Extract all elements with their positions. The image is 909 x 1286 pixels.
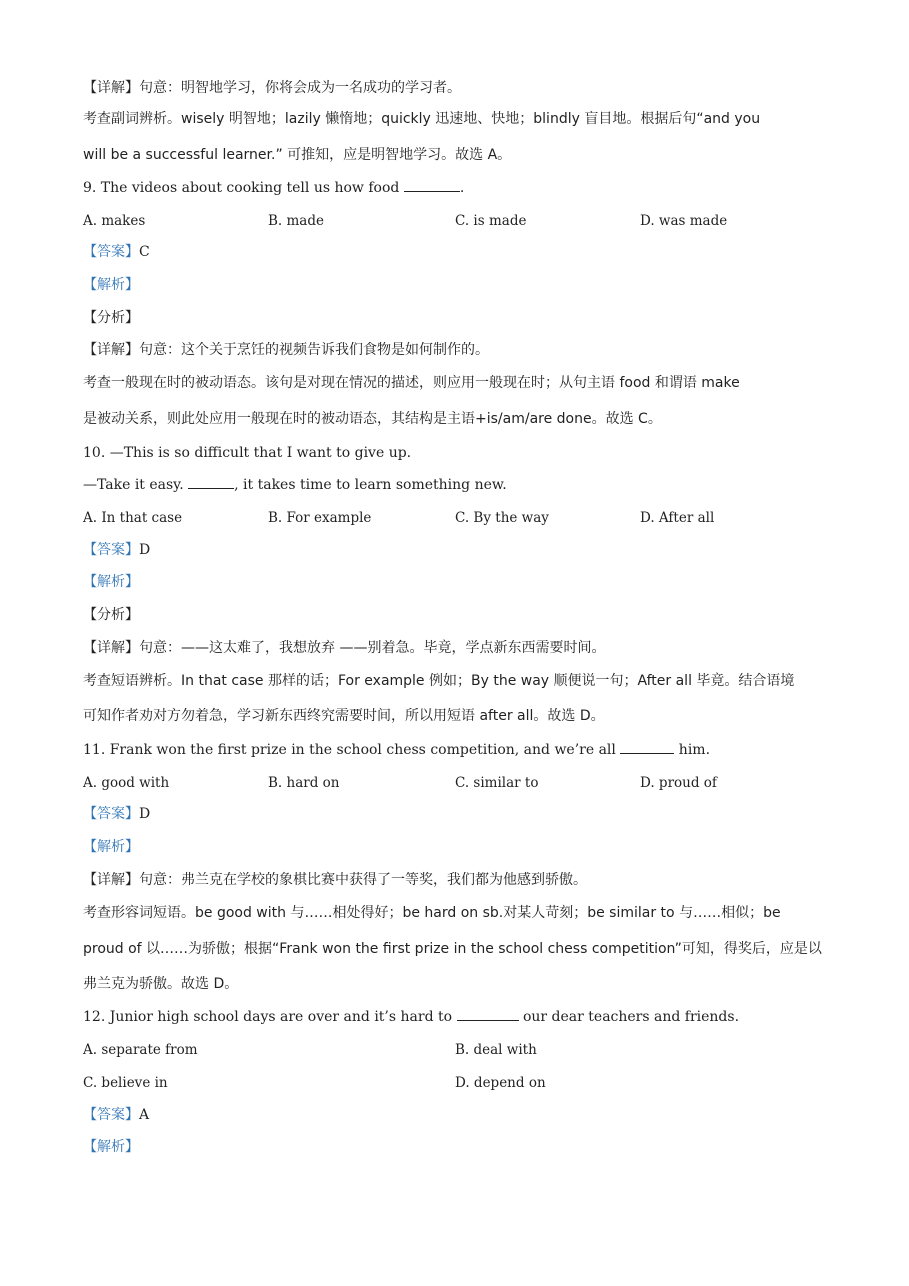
q12-jiexi-tag: 【解析】 [83,1139,139,1155]
q12-option-a: A. separate from [83,1042,198,1058]
answer-tag: 【答案】 [83,244,139,260]
q12-option-b: B. deal with [455,1042,537,1058]
answer-value: D [139,806,151,822]
q9-fenxi-tag: 【分析】 [83,310,139,326]
q9-jiexi-tag: 【解析】 [83,277,139,293]
answer-tag: 【答案】 [83,542,139,558]
q10-option-c: C. By the way [455,510,549,526]
q10-blank [188,476,234,489]
q10-analysis-line2: 可知作者劝对方勿着急，学习新东西终究需要时间，所以用短语 after all。故选 D。 [83,708,605,724]
q12-option-d: D. depend on [455,1075,546,1091]
q10-option-d: D. After all [640,510,715,526]
q11-detail: 【详解】句意：弗兰克在学校的象棋比赛中获得了一等奖，我们都为他感到骄傲。 [83,872,587,888]
q9-option-d: D. was made [640,213,728,229]
q9-analysis-line2: 是被动关系，则此处应用一般现在时的被动语态，其结构是主语+is/am/are done。故选 C。 [83,411,662,427]
q11-analysis-line3: 弗兰克为骄傲。故选 D。 [83,976,239,992]
q9-option-b: B. made [268,213,324,229]
q8-detail: 【详解】句意：明智地学习，你将会成为一名成功的学习者。 [83,80,461,96]
q11-stem: 11. Frank won the first prize in the school chess competition, and we’re all him. [83,742,711,758]
q11-option-d: D. proud of [640,775,717,791]
q9-detail: 【详解】句意：这个关于烹饪的视频告诉我们食物是如何制作的。 [83,342,489,358]
q12-stem: 12. Junior high school days are over and it’s hard to our dear teachers and friends. [83,1009,740,1025]
q10-detail: 【详解】句意：——这太难了，我想放弃 ——别着急。毕竟，学点新东西需要时间。 [83,640,606,656]
q11-answer [83,804,150,824]
q10-option-a: A. In that case [83,510,183,526]
q11-analysis-line1: 考查形容词短语。be good with 与……相处得好；be hard on sb.对某人苛刻；be similar to 与……相似；be [83,905,781,921]
q11-option-c: C. similar to [455,775,539,791]
q10-jiexi-tag: 【解析】 [83,574,139,590]
q9-option-c: C. is made [455,213,527,229]
q12-answer [83,1105,149,1125]
q12-blank [457,1008,519,1021]
answer-value: C [139,244,150,260]
q9-blank [404,179,460,192]
answer-value: D [139,542,151,558]
q11-option-a: A. good with [83,775,170,791]
q9-answer [83,242,150,262]
q11-blank [620,741,674,754]
answer-value: A [139,1107,150,1123]
q10-analysis-line1: 考查短语辨析。In that case 那样的话；For example 例如；By the way 顺便说一句；After all 毕竟。结合语境 [83,673,795,689]
q8-analysis-line2: will be a successful learner.” 可推知，应是明智地学习。故选 A。 [83,147,512,163]
q10-answer [83,540,150,560]
q11-jiexi-tag: 【解析】 [83,839,139,855]
answer-tag: 【答案】 [83,806,139,822]
q9-stem: 9. The videos about cooking tell us how food . [83,180,465,196]
q12-option-c: C. believe in [83,1075,168,1091]
q11-option-b: B. hard on [268,775,340,791]
q9-option-a: A. makes [83,213,146,229]
q11-analysis-line2: proud of 以……为骄傲；根据“Frank won the first prize in the school chess competition”可知，得奖后，应是以 [83,941,822,957]
q9-analysis-line1: 考查一般现在时的被动语态。该句是对现在情况的描述，则应用一般现在时；从句主语 food 和谓语 make [83,375,740,391]
q10-option-b: B. For example [268,510,372,526]
q10-stem-line1: 10. —This is so difficult that I want to give up. [83,445,412,461]
q8-analysis-line1: 考查副词辨析。wisely 明智地；lazily 懒惰地；quickly 迅速地、快地；blindly 盲目地。根据后句“and you [83,111,761,127]
answer-tag: 【答案】 [83,1107,139,1123]
q10-fenxi-tag: 【分析】 [83,607,139,623]
q10-stem-line2: —Take it easy. , it takes time to learn something new. [83,477,507,493]
